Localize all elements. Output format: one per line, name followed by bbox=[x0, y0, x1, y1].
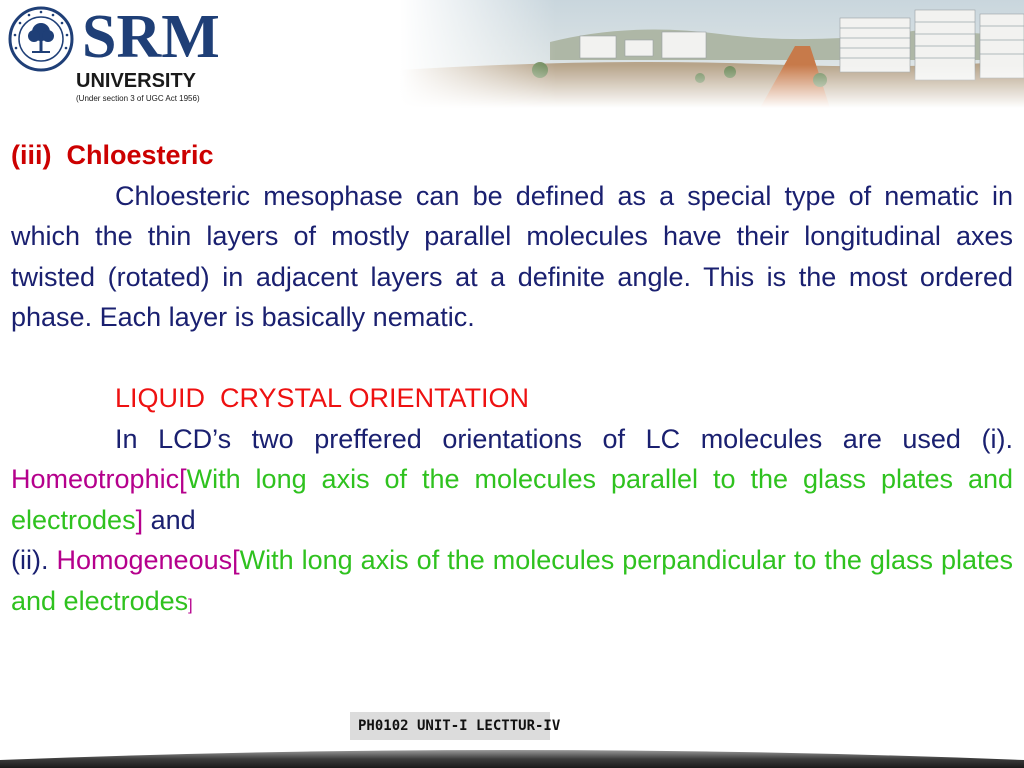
spacer bbox=[11, 338, 1013, 379]
slide-header bbox=[0, 0, 1024, 112]
brand-name: SRM bbox=[82, 3, 220, 71]
homogeneous-description: With long axis of the molecules perpandicular to the glass plates and electrodes bbox=[11, 545, 1014, 616]
homogeneous-term: Homogeneous bbox=[56, 545, 233, 575]
slide-footer bbox=[0, 710, 1024, 768]
srm-logo bbox=[8, 3, 223, 108]
chloesteric-paragraph: Chloesteric mesophase can be defined as a special type of nematic in which the thin layers of mostly parallel molecules have their longitudinal axes twisted (rotated) in adjacent layers at a definite angle. This is the most ordered phase. Each layer is basically nematic. bbox=[11, 180, 1013, 332]
orientation-title: LIQUID CRYSTAL ORIENTATION bbox=[115, 383, 530, 413]
brand-subtitle: UNIVERSITY bbox=[76, 70, 197, 92]
intro-text: In LCD’s two preffered orientations of LC molecules are used (i). bbox=[115, 423, 1013, 454]
brand-caption: (Under section 3 of UGC Act 1956) bbox=[76, 94, 200, 103]
ii-label: (ii). bbox=[11, 545, 57, 575]
orientation-paragraph bbox=[11, 419, 1013, 541]
homeotrophic-description: With long axis of the molecules parallel to the glass plates and electrodes bbox=[11, 464, 1013, 535]
bracket-open: [ bbox=[232, 545, 240, 575]
slide-content bbox=[11, 135, 1013, 626]
university-seal-icon bbox=[8, 6, 74, 72]
and-text: and bbox=[143, 504, 196, 535]
homeotrophic-term: Homeotrophic bbox=[11, 464, 180, 494]
bracket-open: [ bbox=[179, 464, 187, 494]
campus-photo-banner bbox=[400, 0, 1024, 108]
bracket-close: ] bbox=[188, 596, 193, 614]
lecture-label: PH0102 UNIT-I LECTTUR-IV bbox=[358, 718, 561, 734]
homogeneous-paragraph bbox=[11, 540, 1013, 626]
bracket-close: ] bbox=[135, 504, 144, 535]
section-heading: (iii) Chloesteric bbox=[11, 140, 214, 170]
